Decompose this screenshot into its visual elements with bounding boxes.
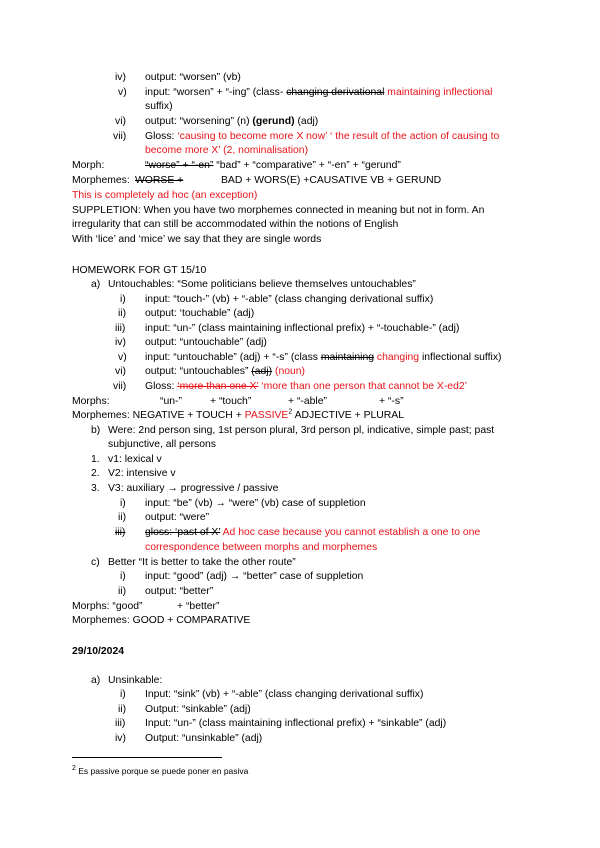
correction-text: (noun) bbox=[272, 366, 306, 377]
footnote-ref[interactable]: 2 bbox=[288, 408, 293, 416]
list-text: input: “be” (vb) → “were” (vb) case of suppletion bbox=[145, 498, 366, 509]
list-text: Input: “un-” (class maintaining inflectional prefix) + “sinkable” (adj) bbox=[145, 718, 447, 729]
struck-text: WORSE + bbox=[135, 175, 184, 186]
text-run: input: “worsen” + “-ing” (class- bbox=[145, 87, 287, 98]
correction-text: Ad hoc case because you cannot establish a one to one bbox=[220, 527, 481, 538]
list-text: output: “untouchable” (adj) bbox=[145, 337, 267, 348]
footnote-number: 2 bbox=[72, 765, 76, 773]
list-num: b) bbox=[91, 425, 101, 436]
morph-item: + “-s” bbox=[379, 396, 404, 407]
list-num: 2. bbox=[91, 468, 100, 479]
struck-text: changing derivational bbox=[286, 87, 385, 98]
morph-item: + “touch” bbox=[210, 396, 252, 407]
list-num: vi) bbox=[115, 366, 126, 377]
list-num: ii) bbox=[118, 704, 127, 715]
list-num: iv) bbox=[115, 72, 126, 83]
morphs-label: Morphs: bbox=[72, 396, 110, 407]
morphs-line: Morphs: “good” bbox=[72, 601, 143, 612]
list-text-cont: suffix) bbox=[145, 101, 173, 112]
list-text bbox=[145, 351, 501, 364]
text-run: ADJECTIVE + PLURAL bbox=[292, 410, 405, 421]
list-text bbox=[145, 86, 492, 99]
list-text: output: ‘touchable” (adj) bbox=[145, 308, 255, 319]
footnote-text: Es passive porque se puede poner en pasiva bbox=[75, 766, 249, 776]
adhoc-note: This is completely ad hoc (an exception) bbox=[72, 190, 258, 201]
paragraph-line: With ‘lice’ and ‘mice’ we say that they are single words bbox=[72, 234, 322, 245]
correction-text: changing bbox=[374, 352, 420, 363]
list-text bbox=[145, 130, 499, 143]
list-num: i) bbox=[120, 689, 126, 700]
list-num: iii) bbox=[115, 323, 126, 334]
list-num: ii) bbox=[118, 308, 127, 319]
list-num: 3. bbox=[91, 483, 100, 494]
morphemes-line: BAD + WORS(E) +CAUSATIVE VB + GERUND bbox=[221, 175, 442, 186]
list-num: ii) bbox=[118, 512, 127, 523]
footnote-separator bbox=[72, 757, 222, 758]
list-num: vii) bbox=[113, 381, 127, 392]
gloss-text: ‘causing to become more X now’ ‘ the result of the action of causing to bbox=[177, 131, 500, 142]
text-run: input: “untouchable” (adj) + “-s” (class bbox=[145, 352, 321, 363]
list-text: output: “better” bbox=[145, 586, 214, 597]
list-text: Unsinkable: bbox=[108, 675, 163, 686]
list-text: input: “un-” (class maintaining inflectional prefix) + “-touchable-” (adj) bbox=[145, 323, 460, 334]
list-num: v) bbox=[118, 352, 127, 363]
list-text bbox=[145, 365, 305, 378]
list-num: iii) bbox=[115, 718, 126, 729]
list-text: output: “were” bbox=[145, 512, 210, 523]
text-run: output: “worsening” (n) bbox=[145, 116, 253, 127]
correction-text: maintaining inflectional bbox=[384, 87, 493, 98]
list-num: vii) bbox=[113, 131, 127, 142]
text-run: Gloss: bbox=[145, 131, 178, 142]
morph-item: “un-” bbox=[160, 396, 182, 407]
list-num: iv) bbox=[115, 733, 126, 744]
struck-text: maintaining bbox=[320, 352, 374, 363]
list-text: V3: auxiliary → progressive / passive bbox=[108, 483, 279, 494]
list-num: c) bbox=[91, 557, 100, 568]
list-num: ii) bbox=[118, 586, 127, 597]
list-text: V2: intensive v bbox=[108, 468, 176, 479]
morphemes-strike bbox=[135, 174, 183, 187]
struck-text: gloss: ‘past of X’ bbox=[145, 527, 221, 538]
list-num: iv) bbox=[115, 337, 126, 348]
date-heading: 29/10/2024 bbox=[72, 646, 125, 657]
morphemes-label: Morphemes: bbox=[72, 175, 130, 186]
struck-text: ‘more than one X’ bbox=[177, 381, 259, 392]
list-text-cont: subjunctive, all persons bbox=[108, 439, 217, 450]
list-num: 1. bbox=[91, 454, 100, 465]
list-text: v1: lexical v bbox=[108, 454, 162, 465]
list-text: Input: “sink” (vb) + “-able” (class changing derivational suffix) bbox=[145, 689, 424, 700]
struck-text: (adj) bbox=[251, 366, 273, 377]
list-text: Were: 2nd person sing, 1st person plural, 3rd person pl, indicative, simple past; past bbox=[108, 425, 495, 436]
text-run: output: “untouchables” bbox=[145, 366, 252, 377]
morphemes-line: Morphemes: GOOD + COMPARATIVE bbox=[72, 615, 251, 626]
list-num: i) bbox=[120, 294, 126, 305]
text-run: “bad” + “comparative” + “-en” + “gerund” bbox=[213, 160, 401, 171]
morph-line bbox=[145, 159, 401, 172]
correction-text-cont: correspondence between morphs and morphemes bbox=[145, 542, 378, 553]
passive-text: PASSIVE bbox=[244, 410, 289, 421]
paragraph-line: irregularity that can still be accommodated within the notions of English bbox=[72, 219, 399, 230]
list-text: input: “good” (adj) → “better” case of suppletion bbox=[145, 571, 364, 582]
gloss-text-cont: become more X’ (2, nominalisation) bbox=[145, 145, 309, 156]
list-num: v) bbox=[118, 87, 127, 98]
text-run: inflectional suffix) bbox=[419, 352, 502, 363]
list-num: vi) bbox=[115, 116, 126, 127]
morphs-line: + “better” bbox=[177, 601, 220, 612]
footnote bbox=[72, 765, 248, 778]
list-text: Output: “sinkable” (adj) bbox=[145, 704, 251, 715]
list-num: a) bbox=[91, 279, 101, 290]
paragraph-line: SUPPLETION: When you have two morphemes connected in meaning but not in form. An bbox=[72, 205, 485, 216]
list-text: Output: “unsinkable” (adj) bbox=[145, 733, 263, 744]
text-run: Morphemes: NEGATIVE + TOUCH + bbox=[72, 410, 245, 421]
list-num: a) bbox=[91, 675, 101, 686]
section-heading: HOMEWORK FOR GT 15/10 bbox=[72, 265, 207, 276]
list-num: i) bbox=[120, 571, 126, 582]
list-text: Untouchables: “Some politicians believe themselves untouchables” bbox=[108, 279, 416, 290]
list-text bbox=[145, 115, 318, 128]
list-text: Better “It is better to take the other route” bbox=[108, 557, 296, 568]
list-num: iii) bbox=[115, 527, 126, 538]
morphemes-line bbox=[72, 409, 404, 422]
correction-text: ‘more than one person that cannot be X-ed2’ bbox=[258, 381, 467, 392]
list-text: input: “touch-” (vb) + “-able” (class changing derivational suffix) bbox=[145, 294, 434, 305]
bold-text: (gerund) bbox=[252, 116, 295, 127]
morph-item: + “-able” bbox=[288, 396, 327, 407]
struck-text: “worse” + “-en” bbox=[145, 160, 214, 171]
list-num: i) bbox=[120, 498, 126, 509]
text-run: Gloss: bbox=[145, 381, 178, 392]
morph-label: Morph: bbox=[72, 160, 105, 171]
list-text bbox=[145, 380, 467, 393]
list-text bbox=[145, 526, 480, 539]
text-run: (adj) bbox=[294, 116, 319, 127]
list-text: output: “worsen” (vb) bbox=[145, 72, 241, 83]
